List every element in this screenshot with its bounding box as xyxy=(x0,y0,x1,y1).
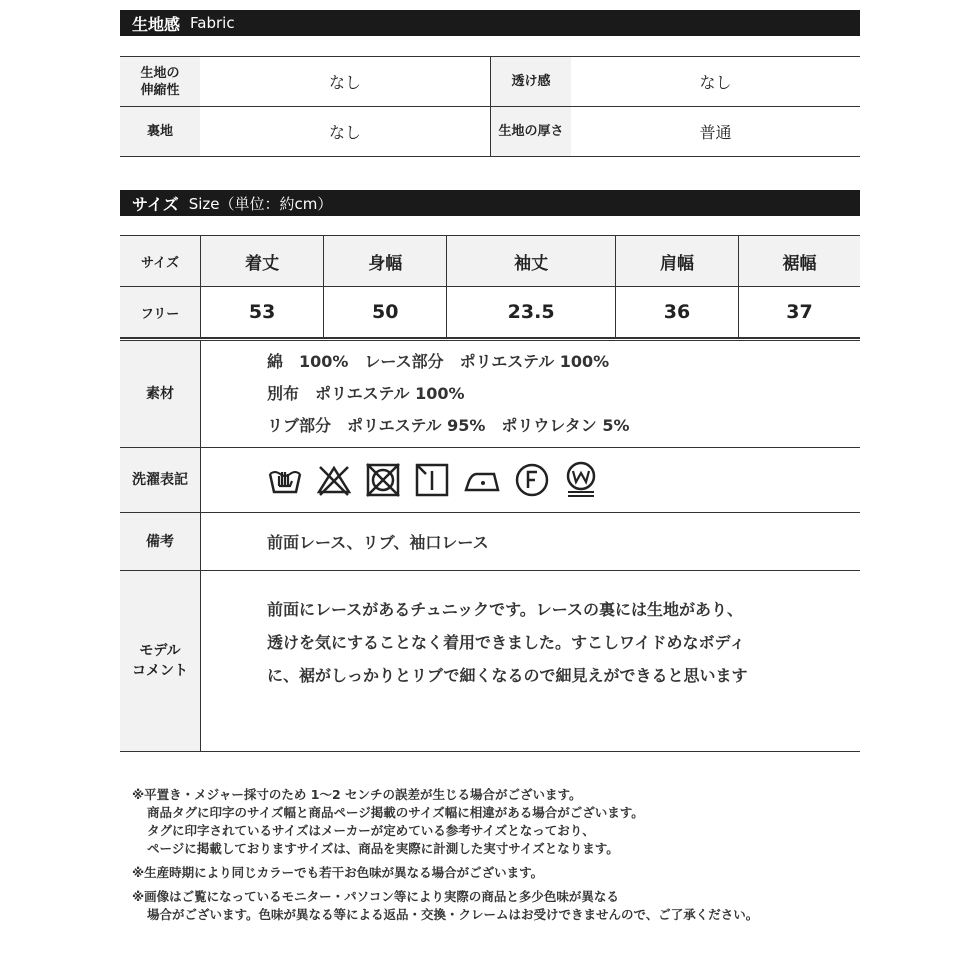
stretch-value: なし xyxy=(200,57,491,107)
size-value-row xyxy=(120,287,860,338)
column-header-hem: 裾幅 xyxy=(739,236,860,287)
size-title-jp: サイズ xyxy=(132,194,179,214)
note-line: ※平置き・メジャー採寸のため 1〜2 センチの誤差が生じる場合がございます。 xyxy=(132,787,582,802)
value-sleeve: 23.5 xyxy=(447,287,616,338)
comment-line: 前面にレースがあるチュニックです。レースの裏には生地があり、 xyxy=(267,600,744,619)
note-line: ※生産時期により同じカラーでも若干お色味が異なる場合がございます。 xyxy=(132,865,544,880)
comment-line: に、裾がしっかりとリブで細くなるので細見えができると思います xyxy=(267,666,748,685)
hand-wash-icon xyxy=(267,462,303,498)
size-section-header xyxy=(120,190,860,216)
size-table xyxy=(120,235,860,338)
remarks-text: 前面レース、リブ、袖口レース xyxy=(201,513,861,571)
stretch-label: 生地の 伸縮性 xyxy=(120,57,200,107)
care-label: 洗濯表記 xyxy=(120,448,201,513)
column-header-shoulder: 肩幅 xyxy=(615,236,738,287)
notes xyxy=(132,786,758,930)
fabric-title-jp: 生地感 xyxy=(132,14,181,34)
note-block xyxy=(132,888,758,924)
sheerness-value: なし xyxy=(571,57,860,107)
care-icons xyxy=(201,448,861,513)
remarks-row xyxy=(120,513,860,571)
size-header-label: サイズ xyxy=(120,236,201,287)
model-comment-label: モデル コメント xyxy=(120,571,201,752)
material-label: 素材 xyxy=(120,340,201,448)
no-bleach-icon xyxy=(316,462,352,498)
iron-low-icon xyxy=(463,462,501,498)
lining-label: 裏地 xyxy=(120,107,200,157)
model-comment-row xyxy=(120,571,860,752)
note-block xyxy=(132,786,758,858)
note-block xyxy=(132,864,758,882)
size-row-label: フリー xyxy=(120,287,201,338)
fabric-table xyxy=(120,56,860,157)
fabric-row xyxy=(120,57,860,107)
note-line: ※画像はご覧になっているモニター・パソコン等により実際の商品と多少色味が異なる xyxy=(132,889,619,904)
no-tumble-dry-icon xyxy=(365,462,401,498)
value-shoulder: 36 xyxy=(615,287,738,338)
info-table xyxy=(120,338,860,752)
material-line: 綿 100% レース部分 ポリエステル 100% xyxy=(267,352,610,371)
line-dry-shade-icon xyxy=(414,462,450,498)
fabric-row xyxy=(120,107,860,157)
note-line: 場合がございます。色味が異なる等による返品・交換・クレームはお受けできませんので、ご了承ください。 xyxy=(147,907,759,922)
note-line: タグに印字されているサイズはメーカーが定めている参考サイズとなっており、 xyxy=(147,823,595,838)
value-width: 50 xyxy=(324,287,447,338)
size-title-en: Size（単位：約cm） xyxy=(188,194,333,213)
material-row xyxy=(120,340,860,448)
material-line: リブ部分 ポリエステル 95% ポリウレタン 5% xyxy=(267,416,630,435)
column-header-length: 着丈 xyxy=(201,236,324,287)
comment-line: 透けを気にすることなく着用できました。すこしワイドめなボディ xyxy=(267,633,746,652)
note-line: ページに掲載しておりますサイズは、商品を実際に計測した実寸サイズとなります。 xyxy=(147,841,619,856)
wet-clean-w-icon xyxy=(563,461,599,499)
material-line: 別布 ポリエステル 100% xyxy=(267,384,465,403)
remarks-label: 備考 xyxy=(120,513,201,571)
thickness-value: 普通 xyxy=(571,107,860,157)
thickness-label: 生地の厚さ xyxy=(491,107,572,157)
care-row xyxy=(120,448,860,513)
lining-value: なし xyxy=(200,107,491,157)
note-line: 商品タグに印字のサイズ幅と商品ページ掲載のサイズ幅に相違がある場合がございます。 xyxy=(147,805,644,820)
size-header-row xyxy=(120,236,860,287)
dry-clean-f-icon xyxy=(514,462,550,498)
material-content xyxy=(201,340,861,448)
model-comment-content xyxy=(201,571,861,752)
column-header-sleeve: 袖丈 xyxy=(447,236,616,287)
sheerness-label: 透け感 xyxy=(491,57,572,107)
fabric-section-header xyxy=(120,10,860,36)
value-length: 53 xyxy=(201,287,324,338)
value-hem: 37 xyxy=(739,287,860,338)
column-header-width: 身幅 xyxy=(324,236,447,287)
fabric-title-en: Fabric xyxy=(190,14,235,32)
